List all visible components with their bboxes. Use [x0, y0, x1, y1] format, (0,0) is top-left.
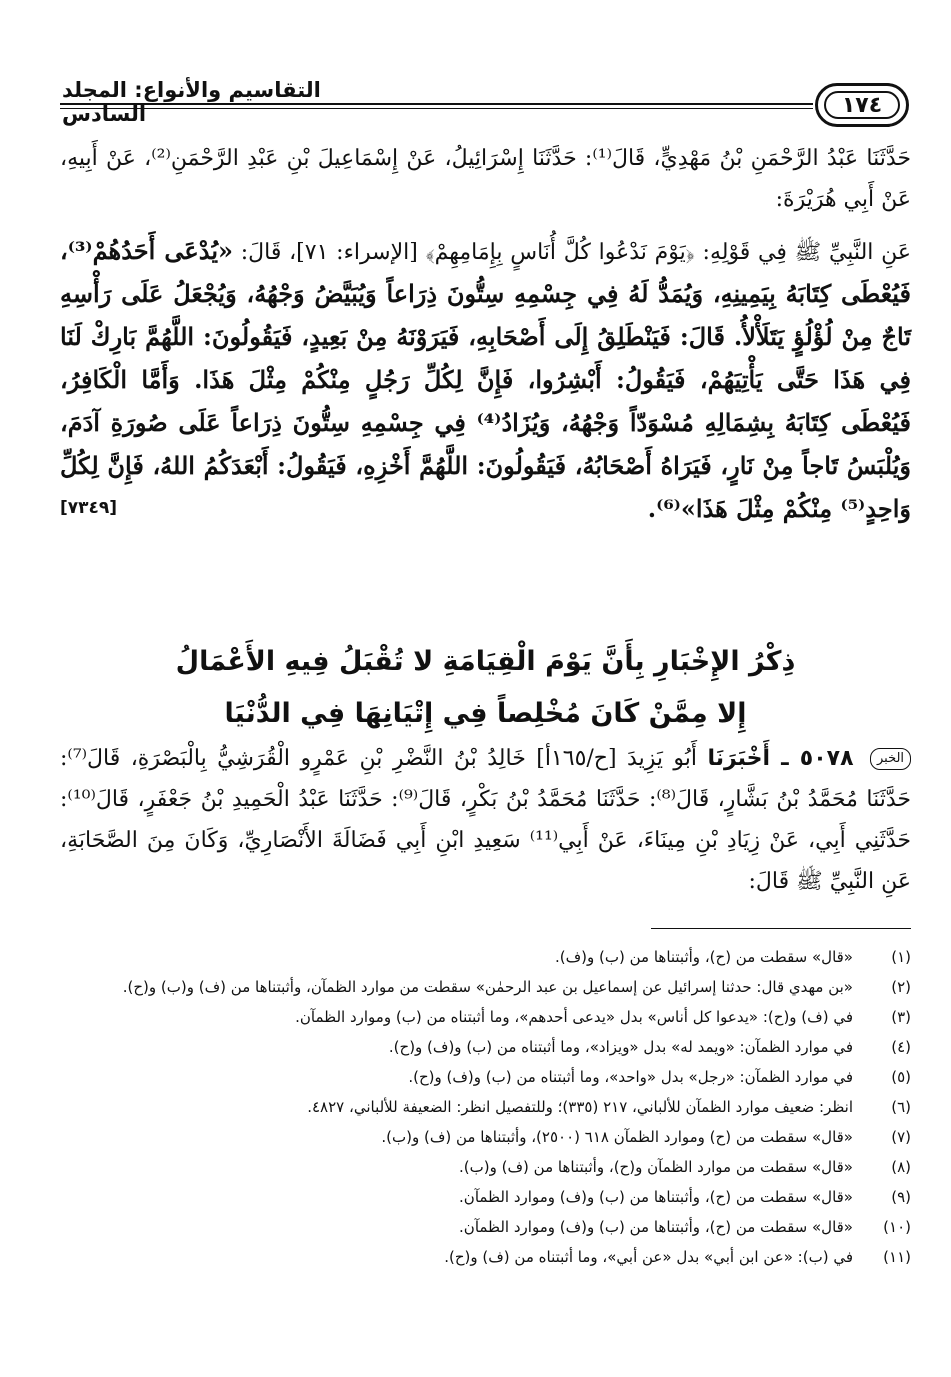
hadith-number: ٥٠٧٨ ـ أَخْبَرَنَا	[707, 746, 854, 771]
footnote-text: «قال» سقطت من (ح)، وأثبتناها من (ب) و(ف) وموارد الظمآن.	[459, 1188, 853, 1206]
section-heading-line-1: ذِكْرُ الإِخْبَارِ بِأَنَّ يَوْمَ الْقِيَامَةِ لا تُقْبَلُ فِيهِ الأَعْمَالُ	[175, 646, 796, 677]
footnote-item	[60, 1182, 911, 1212]
section-heading-line-2: إِلا مِمَّنْ كَانَ مُخْلِصاً فِي إِتْيَانِهَا فِي الدُّنْيَا	[224, 698, 747, 729]
footnote-text: في موارد الظمآن: «رجل» بدل «واحد»، وما أثبتناه من (ب) و(ف) و(ح).	[408, 1068, 853, 1086]
footnote-text: في (ب): «عن ابن أبي» بدل «عن أبي»، وما أثبتناه من (ف) و(ح).	[444, 1248, 853, 1266]
footnote-number: (٣)	[891, 1008, 911, 1026]
footnote-number: (٢)	[891, 978, 911, 996]
footnote-text: «قال» سقطت من موارد الظمآن و(ح)، وأثبتناها من (ف) و(ب).	[459, 1158, 853, 1176]
footnote-item	[60, 972, 911, 1002]
matn-paragraph	[60, 230, 911, 531]
hadith-paragraph	[60, 738, 911, 902]
running-header-title: التقاسيم والأنواع: المجلد السادس	[62, 78, 321, 126]
matn-intro: عَنِ النَّبِيِّ ﷺ فِي قَوْلِهِ: ﴿يَوْمَ نَدْعُوا كُلَّ أُنَاسٍ بِإِمَامِهِمْ﴾ [الإسراء: ٧١]، قَالَ:	[240, 240, 911, 265]
footnote-item	[60, 1032, 911, 1062]
footnote-number: (٨)	[891, 1158, 911, 1176]
footnote-number: (٤)	[891, 1038, 911, 1056]
page-number: ١٧٤	[824, 91, 900, 119]
footnote-number: (١)	[891, 948, 911, 966]
footnote-number: (١٠)	[883, 1218, 911, 1236]
matn-text: «يُدْعَى أَحَدُهُمْ⁽³⁾، فَيُعْطَى كِتَابَهُ بِيَمِينِهِ، وَيُمَدُّ لَهُ فِي جِسْمِهِ سِتُّونَ ذِرَاعاً وَيُبَيَّضُ وَجْهُهُ، وَيُجْعَلُ عَلَى رَأْسِهِ تَاجٌ مِنْ لُؤْلُؤٍ يَتَلَأْلأُ. قَالَ: فَيَنْطَلِقُ إِلَى أَصْحَابِهِ، فَيَرَوْنَهُ مِنْ بَعِيدٍ، فَيَقُولُونَ: اللَّهُمَّ بَارِكْ لَنَا فِي هَذَا حَتَّى يَأْتِيَهُمْ، فَيَقُولُ: أَبْشِرُوا، فَإِنَّ لِكُلِّ رَجُلٍ مِنْكُمْ مِثْلَ هَذَا. وَأَمَّا الْكَافِرُ، فَيُعْطَى كِتَابَهُ بِشِمَالِهِ مُسْوَدّاً وَجْهُهُ، وَيُزَادُ⁽⁴⁾ فِي جِسْمِهِ سِتُّونَ ذِرَاعاً عَلَى صُورَةِ آدَمَ، وَيُلْبَسُ تَاجاً مِنْ نَارٍ، فَيَرَاهُ أَصْحَابُهُ، فَيَقُولُونَ: اللَّهُمَّ أَخْزِهِ، فَيَقُولُ: أَبْعَدَكُمُ اللهُ، فَإِنَّ لِكُلِّ وَاحِدٍ⁽⁵⁾ مِنْكُمْ مِثْلَ هَذَا»⁽⁶⁾.	[60, 236, 912, 523]
footnote-text: «قال» سقطت من (ح)، وأثبتناها من (ب) و(ف) وموارد الظمآن.	[459, 1218, 853, 1236]
footnotes	[60, 942, 911, 1272]
section-heading	[60, 636, 911, 740]
footnote-text: «قال» سقطت من (ح)، وأثبتناها من (ب) و(ف).	[554, 948, 853, 966]
footnote-item	[60, 1092, 911, 1122]
footnote-number: (٦)	[891, 1098, 911, 1116]
hadith-text: أَبُو يَزِيدَ [ح/١٦٥أ] خَالِدُ بْنُ النَّضْرِ بْنِ عَمْرٍو الْقُرَشِيُّ بِالْبَصْرَةِ، قَالَ⁽⁷⁾: حَدَّثَنَا مُحَمَّدُ بْنُ بَشَّارٍ، قَالَ⁽⁸⁾: حَدَّثَنَا مُحَمَّدُ بْنُ بَكْرٍ، قَالَ⁽⁹⁾: حَدَّثَنَا عَبْدُ الْحَمِيدِ بْنُ جَعْفَرٍ، قَالَ⁽¹⁰⁾: حَدَّثَنِي أَبِي، عَنْ زِيَادِ بْنِ مِينَاءَ، عَنْ أَبِي⁽¹¹⁾ سَعِيدِ ابْنِ أَبِي فَضَالَةَ الأَنْصَارِيِّ، وَكَانَ مِنَ الصَّحَابَةِ، عَنِ النَّبِيِّ ﷺ قَالَ:	[60, 746, 912, 894]
footnote-item	[60, 942, 911, 972]
footnote-item	[60, 1002, 911, 1032]
main-text	[60, 138, 911, 541]
page-number-frame	[815, 83, 909, 127]
footnote-item	[60, 1122, 911, 1152]
footnote-item	[60, 1242, 911, 1272]
footnote-text: انظر: ضعيف موارد الظمآن للألباني، ٢١٧ (٣٣٥)؛ وللتفصيل انظر: الضعيفة للألباني، ٤٨٢٧.	[307, 1098, 853, 1116]
footnote-number: (٧)	[891, 1128, 911, 1146]
footnote-text: «قال» سقطت من (ح) وموارد الظمآن ٦١٨ (٢٥٠٠)، وأثبتناها من (ف) و(ب).	[381, 1128, 853, 1146]
footnote-text: في (ف) و(ح): «يدعوا كل أناس» بدل «يدعى أحدهم»، وما أثبتناه من (ب) وموارد الظمآن.	[295, 1008, 853, 1026]
footnote-item	[60, 1062, 911, 1092]
footnote-text: في موارد الظمآن: «ويمد له» بدل «ويزاد»، وما أثبتناه من (ب) و(ف) و(ح).	[388, 1038, 853, 1056]
khabar-icon: الخبر	[870, 748, 911, 770]
hadith-block	[60, 738, 911, 902]
footnote-item	[60, 1152, 911, 1182]
footnote-number: (٥)	[891, 1068, 911, 1086]
footnote-number: (١١)	[883, 1248, 911, 1266]
footnote-separator	[651, 928, 911, 929]
footnote-number: (٩)	[891, 1188, 911, 1206]
footnote-item	[60, 1212, 911, 1242]
hadith-reference: [٧٣٤٩]	[60, 498, 118, 518]
footnote-text: «بن مهدي قال: حدثنا إسرائيل عن إسماعيل بن عبد الرحمٰن» سقطت من موارد الظمآن، وأثبتناها من (ف) و(ب) و(ح).	[122, 978, 853, 996]
isnad-paragraph: حَدَّثَنَا عَبْدُ الرَّحْمَنِ بْنُ مَهْدِيٍّ، قَالَ⁽¹⁾: حَدَّثَنَا إِسْرَائِيلُ، عَنْ إِسْمَاعِيلَ بْنِ عَبْدِ الرَّحْمَنِ⁽²⁾، عَنْ أَبِيهِ، عَنْ أَبِي هُرَيْرَةَ:	[60, 146, 911, 212]
